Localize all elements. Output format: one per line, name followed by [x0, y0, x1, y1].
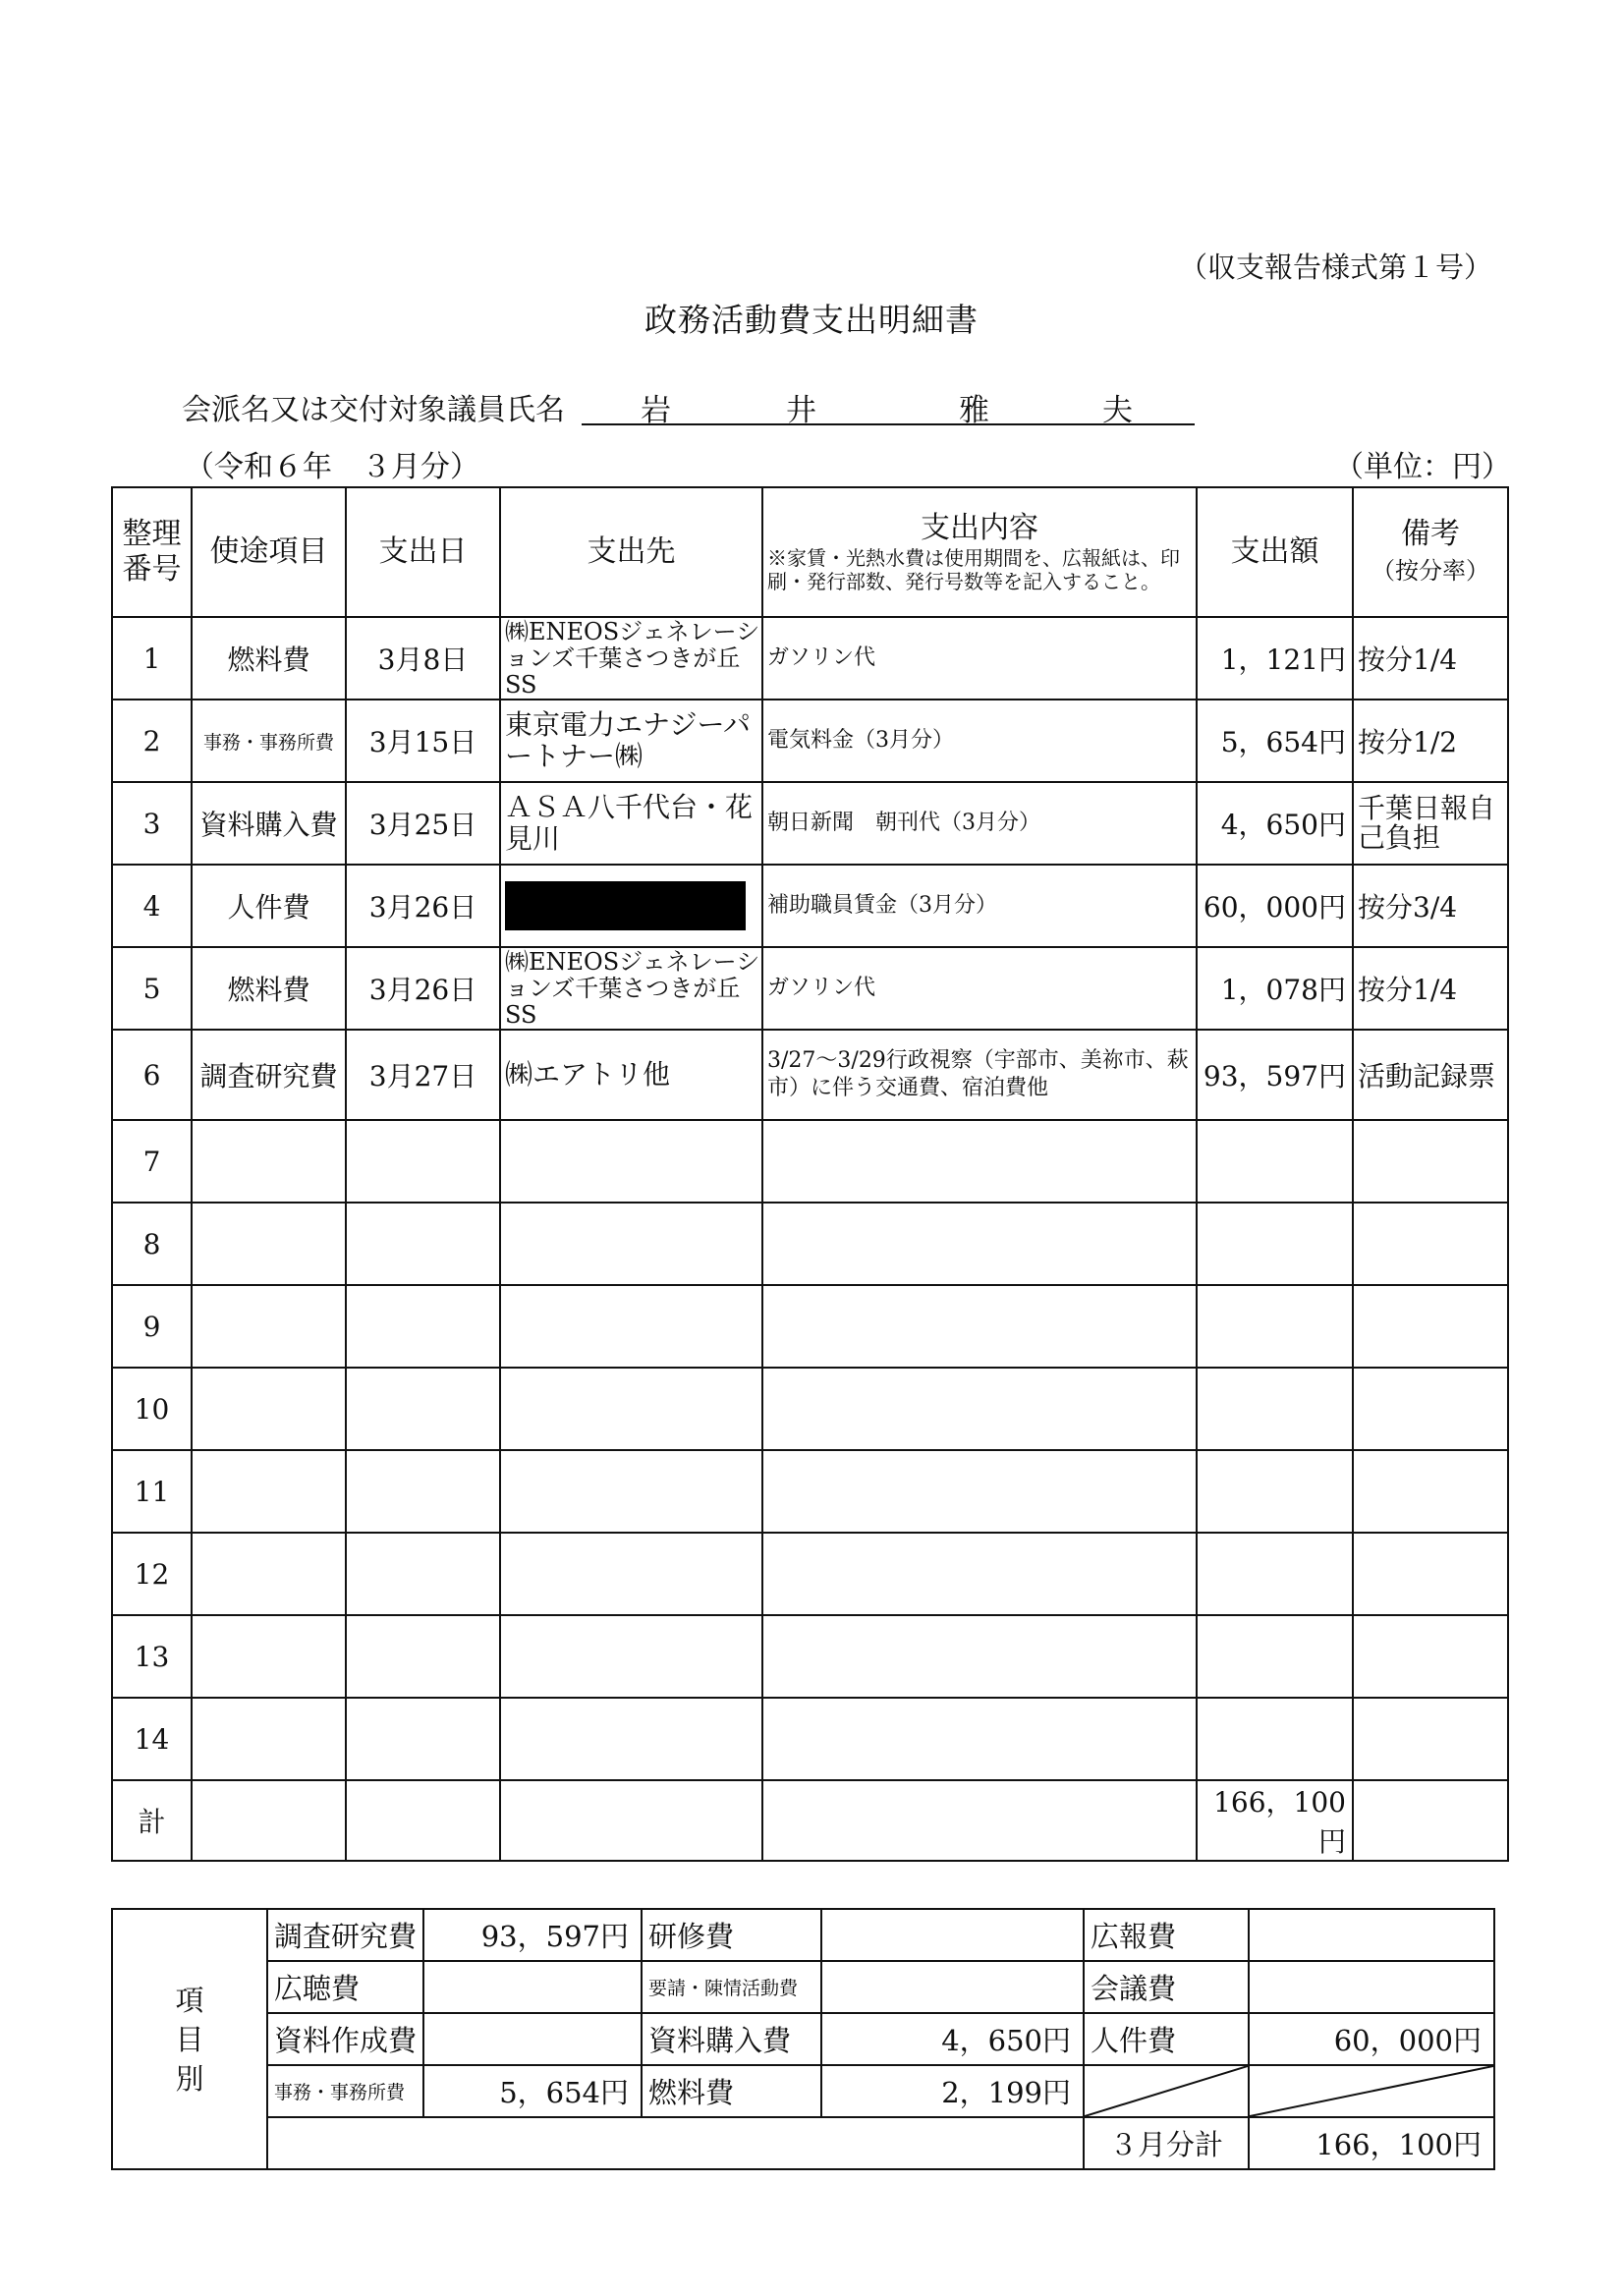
report-period: （令和６年 ３月分）	[185, 450, 479, 484]
row-use: 資料購入費	[192, 782, 346, 865]
diagonal-line-icon	[1250, 2066, 1493, 2116]
col-no-line2: 番号	[122, 552, 182, 587]
row-amount: 1，078円	[1197, 947, 1353, 1030]
chosa-value: 93，597円	[423, 1909, 642, 1961]
side-char-2: 目	[175, 2022, 204, 2056]
yosei-label: 要請・陳情活動費	[642, 1961, 821, 2013]
row-no: 13	[112, 1615, 192, 1698]
row-desc: 朝日新聞 朝刊代（3月分）	[762, 782, 1197, 865]
row-amount: 1，121円	[1197, 617, 1353, 700]
member-name-char-3: 雅	[959, 393, 989, 428]
koho-label: 広報費	[1084, 1909, 1249, 1961]
col-amount-header: 支出額	[1197, 487, 1353, 617]
summary-row	[112, 2117, 1494, 2169]
col-no-line1: 整理	[122, 517, 182, 551]
summary-row	[112, 2013, 1494, 2065]
table-row	[112, 1030, 1508, 1120]
jimu-value: 5，654円	[423, 2065, 642, 2117]
month-total-label: ３月分計	[1084, 2117, 1249, 2169]
kaigi-label: 会議費	[1084, 1961, 1249, 2013]
row-note: 按分1/4	[1353, 617, 1508, 700]
row-no: 12	[112, 1533, 192, 1615]
row-no: 10	[112, 1368, 192, 1450]
row-note: 活動記録票	[1353, 1030, 1508, 1120]
kocho-value	[423, 1961, 642, 2013]
form-number: （収支報告様式第１号）	[1179, 251, 1493, 284]
konyu-value: 4，650円	[821, 2013, 1084, 2065]
table-row	[112, 1615, 1508, 1698]
row-dest: ＡＳＡ八千代台・花見川	[500, 782, 762, 865]
table-row	[112, 782, 1508, 865]
row-no: 7	[112, 1120, 192, 1203]
table-row	[112, 1120, 1508, 1203]
faction-label: 会派名又は交付対象議員氏名	[182, 393, 565, 427]
month-total-value: 166，100円	[1249, 2117, 1494, 2169]
table-row	[112, 1450, 1508, 1533]
row-no: 5	[112, 947, 192, 1030]
col-note-title: 備考	[1401, 516, 1460, 551]
row-no: 6	[112, 1030, 192, 1120]
row-date: 3月27日	[346, 1030, 500, 1120]
row-date: 3月8日	[346, 617, 500, 700]
redaction-block	[505, 881, 746, 930]
table-row	[112, 1533, 1508, 1615]
col-note-sub: （按分率）	[1371, 556, 1489, 585]
row-desc: ガソリン代	[762, 947, 1197, 1030]
row-amount: 5，654円	[1197, 700, 1353, 782]
row-dest: ㈱ENEOSジェネレーションズ千葉さつきが丘SS	[500, 947, 762, 1030]
diagonal-cell	[1084, 2065, 1249, 2117]
side-char-3: 別	[175, 2061, 204, 2096]
row-use: 燃料費	[192, 617, 346, 700]
document-title: 政務活動費支出明細書	[644, 301, 979, 339]
row-amount: 93，597円	[1197, 1030, 1353, 1120]
koho-value	[1249, 1909, 1494, 1961]
row-dest: 東京電力エナジーパートナー㈱	[500, 700, 762, 782]
sakusei-value	[423, 2013, 642, 2065]
col-date-header: 支出日	[346, 487, 500, 617]
col-dest-header: 支出先	[500, 487, 762, 617]
sakusei-label: 資料作成費	[267, 2013, 423, 2065]
side-char-1: 項	[175, 1983, 204, 2017]
kenshu-value	[821, 1909, 1084, 1961]
total-label: 計	[112, 1780, 192, 1861]
row-no: 11	[112, 1450, 192, 1533]
col-desc-header	[762, 487, 1197, 617]
row-use: 燃料費	[192, 947, 346, 1030]
row-dest: ㈱エアトリ他	[500, 1030, 762, 1120]
total-amount: 166，100円	[1197, 1780, 1353, 1861]
diagonal-line-icon	[1085, 2066, 1248, 2116]
kocho-label: 広聴費	[267, 1961, 423, 2013]
summary-row	[112, 1909, 1494, 1961]
table-row	[112, 1368, 1508, 1450]
table-row	[112, 1203, 1508, 1285]
row-desc: 補助職員賃金（3月分）	[762, 865, 1197, 947]
table-row	[112, 1285, 1508, 1368]
row-note: 千葉日報自己負担	[1353, 782, 1508, 865]
row-no: 2	[112, 700, 192, 782]
konyu-label: 資料購入費	[642, 2013, 821, 2065]
jinken-label: 人件費	[1084, 2013, 1249, 2065]
kenshu-label: 研修費	[642, 1909, 821, 1961]
table-row	[112, 865, 1508, 947]
chosa-label: 調査研究費	[267, 1909, 423, 1961]
summary-by-item-table	[111, 1908, 1495, 2170]
row-no: 3	[112, 782, 192, 865]
col-no-header	[112, 487, 192, 617]
header-row	[112, 487, 1508, 617]
table-row	[112, 947, 1508, 1030]
row-amount: 4，650円	[1197, 782, 1353, 865]
total-row	[112, 1780, 1508, 1861]
row-amount: 60，000円	[1197, 865, 1353, 947]
row-no: 14	[112, 1698, 192, 1780]
row-dest: ㈱ENEOSジェネレーションズ千葉さつきが丘SS	[500, 617, 762, 700]
row-note: 按分3/4	[1353, 865, 1508, 947]
row-desc: 電気料金（3月分）	[762, 700, 1197, 782]
col-note-header	[1353, 487, 1508, 617]
row-no: 9	[112, 1285, 192, 1368]
member-name-char-2: 井	[786, 393, 816, 428]
col-desc-title: 支出内容	[921, 511, 1038, 545]
table-row	[112, 617, 1508, 700]
row-no: 1	[112, 617, 192, 700]
member-name-char-4: 夫	[1102, 393, 1133, 428]
row-date: 3月25日	[346, 782, 500, 865]
row-use: 人件費	[192, 865, 346, 947]
table-row	[112, 700, 1508, 782]
row-note: 按分1/4	[1353, 947, 1508, 1030]
jinken-value: 60，000円	[1249, 2013, 1494, 2065]
nenryo-value: 2，199円	[821, 2065, 1084, 2117]
row-dest-redacted	[500, 865, 762, 947]
table-row	[112, 1698, 1508, 1780]
summary-row	[112, 1961, 1494, 2013]
row-date: 3月26日	[346, 865, 500, 947]
diagonal-cell	[1249, 2065, 1494, 2117]
col-use-header: 使途項目	[192, 487, 346, 617]
summary-row	[112, 2065, 1494, 2117]
currency-unit: （単位：円）	[1334, 450, 1511, 484]
nenryo-label: 燃料費	[642, 2065, 821, 2117]
row-no: 4	[112, 865, 192, 947]
row-desc: 3/27～3/29行政視察（宇部市、美祢市、萩市）に伴う交通費、宿泊費他	[762, 1030, 1197, 1120]
member-name-char-1: 岩	[641, 393, 671, 428]
summary-side-label	[112, 1909, 267, 2169]
col-desc-note: ※家賃・光熱水費は使用期間を、広報紙は、印刷・発行部数、発行号数等を記入すること。	[767, 546, 1180, 593]
row-note: 按分1/2	[1353, 700, 1508, 782]
row-date: 3月26日	[346, 947, 500, 1030]
jimu-label: 事務・事務所費	[267, 2065, 423, 2117]
row-no: 8	[112, 1203, 192, 1285]
row-desc: ガソリン代	[762, 617, 1197, 700]
row-use: 調査研究費	[192, 1030, 346, 1120]
row-date: 3月15日	[346, 700, 500, 782]
row-use: 事務・事務所費	[192, 700, 346, 782]
yosei-value	[821, 1961, 1084, 2013]
expenditure-table	[111, 486, 1509, 1862]
kaigi-value	[1249, 1961, 1494, 2013]
